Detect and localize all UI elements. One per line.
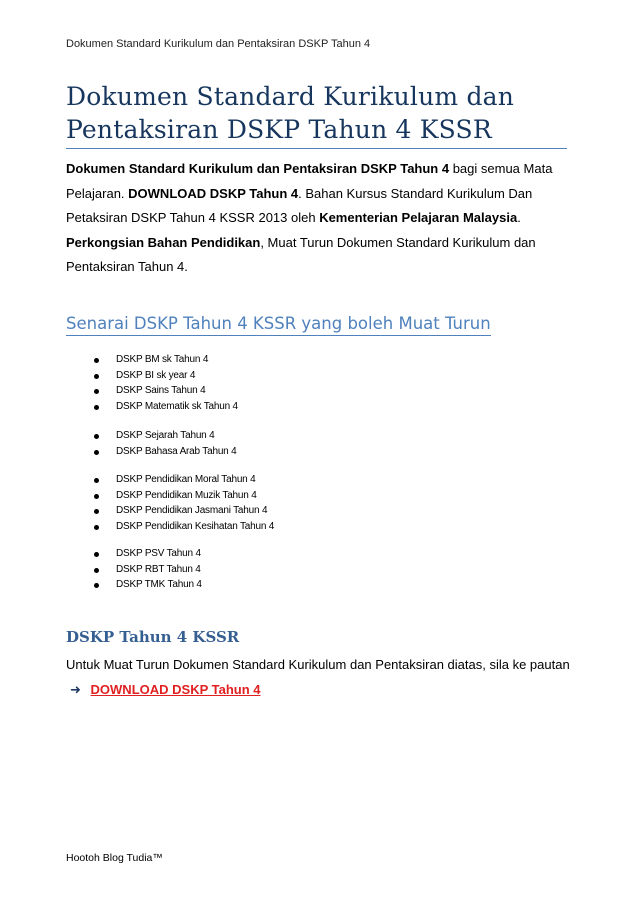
page-title-line1: Dokumen Standard Kurikulum dan <box>66 82 515 111</box>
running-header: Dokumen Standard Kurikulum dan Pentaksiran DSKP Tahun 4 <box>66 38 371 50</box>
download-text: Untuk Muat Turun Dokumen Standard Kurikulum dan Pentaksiran diatas, sila ke pautan <box>66 657 570 672</box>
page-footer: Hootoh Blog Tudia™ <box>66 852 163 864</box>
intro-bold-1: Dokumen Standard Kurikulum dan Pentaksiran DSKP Tahun 4 <box>66 161 450 176</box>
download-link[interactable]: DOWNLOAD DSKP Tahun 4 <box>90 681 261 697</box>
intro-paragraph <box>66 157 571 280</box>
list-item: DSKP Bahasa Arab Tahun 4 <box>0 444 236 460</box>
section-heading: DSKP Tahun 4 KSSR <box>66 628 240 646</box>
list-item: DSKP Sejarah Tahun 4 <box>0 428 236 444</box>
dskp-list-group-2 <box>0 428 236 459</box>
intro-text-3: . <box>517 210 521 225</box>
title-divider <box>66 148 567 149</box>
list-item: DSKP Pendidikan Moral Tahun 4 <box>0 472 274 488</box>
list-item: DSKP Matematik sk Tahun 4 <box>0 399 238 415</box>
page-title-line2: Pentaksiran DSKP Tahun 4 KSSR <box>66 115 492 144</box>
intro-text-4: , Muat Turun Dokumen Standard Kurikulum dan Pentaksiran Tahun 4. <box>66 234 536 274</box>
intro-bold-3: Kementerian Pelajaran Malaysia <box>319 210 518 225</box>
list-heading: Senarai DSKP Tahun 4 KSSR yang boleh Muat Turun <box>66 314 491 336</box>
list-item: DSKP RBT Tahun 4 <box>0 562 202 578</box>
dskp-list-group-4 <box>0 546 202 593</box>
list-item: DSKP BI sk year 4 <box>0 368 238 384</box>
list-item: DSKP Sains Tahun 4 <box>0 383 238 399</box>
intro-text-1: bagi semua Mata Pelajaran. <box>66 161 553 201</box>
dskp-list-group-3 <box>0 472 274 534</box>
intro-text-2: . Bahan Kursus Standard Kurikulum Dan Petaksiran DSKP Tahun 4 KSSR 2013 oleh <box>66 185 533 225</box>
list-item: DSKP Pendidikan Jasmani Tahun 4 <box>0 503 274 519</box>
list-item: DSKP PSV Tahun 4 <box>0 546 202 562</box>
dskp-list-group-1 <box>0 352 238 414</box>
list-item: DSKP TMK Tahun 4 <box>0 577 202 593</box>
intro-bold-2: DOWNLOAD DSKP Tahun 4 <box>128 185 299 201</box>
list-item: DSKP Pendidikan Muzik Tahun 4 <box>0 488 274 504</box>
list-item: DSKP Pendidikan Kesihatan Tahun 4 <box>0 519 274 535</box>
arrow-right-icon: ➜ <box>70 681 81 697</box>
list-item: DSKP BM sk Tahun 4 <box>0 352 238 368</box>
page-title <box>66 80 566 146</box>
download-paragraph <box>66 653 571 702</box>
intro-bold-4: Perkongsian Bahan Pendidikan <box>66 234 261 250</box>
